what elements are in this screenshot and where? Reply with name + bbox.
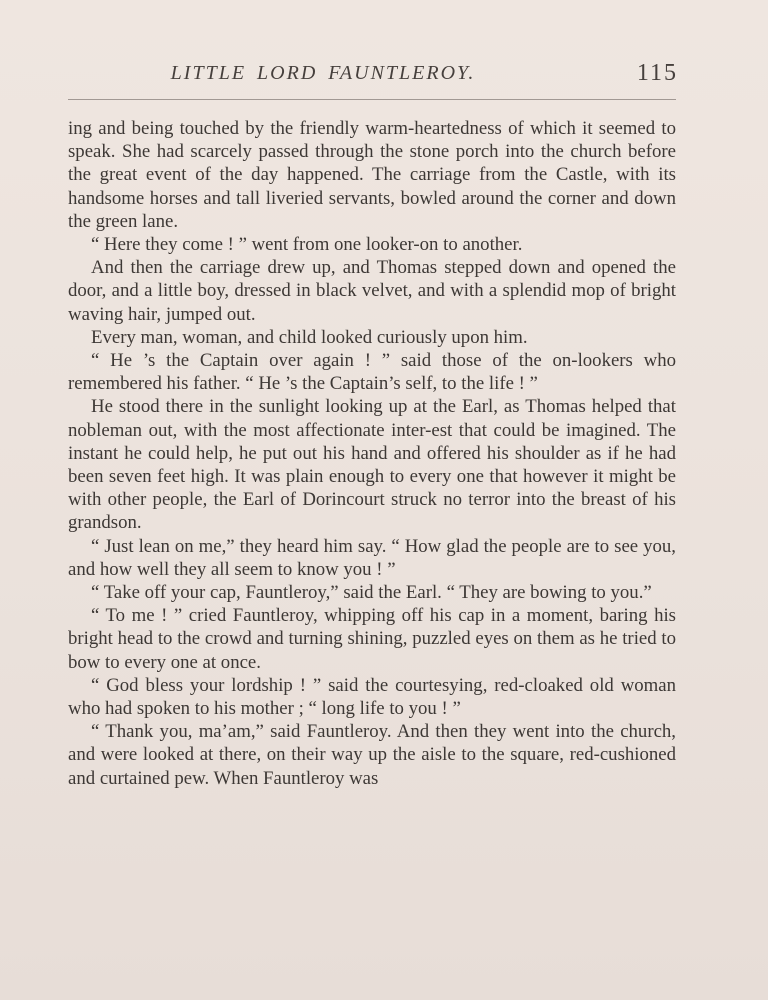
header-rule — [68, 99, 676, 100]
paragraph-2: “ Here they come ! ” went from one looker-on to another. — [91, 234, 523, 256]
paragraph-8: “ Take off your cap, Fauntleroy,” said the Earl. “ They are bowing to you.” — [91, 582, 652, 604]
paragraph-10: “ God bless your lordship ! ” said the courtesying, red-cloaked old woman who had spoken to his mother ; “ long life to you ! ” — [68, 674, 676, 720]
paragraph-9: “ To me ! ” cried Fauntleroy, whipping off his cap in a moment, baring his bright head to the crowd and turning shining, puzzled eyes on them as he tried to bow to every one at once. — [68, 605, 676, 673]
paragraph-11: “ Thank you, ma’am,” said Fauntleroy. And then they went into the church, and were looked at there, on their way up the aisle to the square, red-cushioned and curtained pew. When Fauntleroy was — [68, 721, 676, 789]
running-title: LITTLE LORD FAUNTLEROY. — [170, 62, 476, 84]
page-number: 115 — [636, 60, 678, 86]
running-head — [68, 60, 678, 92]
page-body-text — [68, 117, 676, 790]
paragraph-7: “ Just lean on me,” they heard him say. “ How glad the people are to see you, and how well they all seem to know you ! ” — [68, 535, 676, 580]
paragraph-4: Every man, woman, and child looked curiously upon him. — [91, 326, 528, 348]
paragraph-5: “ He ’s the Captain over again ! ” said those of the on-lookers who remembered his father. “ He ’s the Captain’s self, to the life ! ” — [68, 350, 676, 395]
paragraph-1: ing and being touched by the friendly warm-heartedness of which it seemed to speak. She had scarcely passed through the stone porch into the church before the great event of the day happened. The carriage from the Castle, with its handsome horses and tall liveried servants, bowled around the corner and down the green lane. — [68, 118, 676, 232]
paragraph-6: He stood there in the sunlight looking up at the Earl, as Thomas helped that nobleman out, with the most affectionate inter-est that could be imagined. The instant he could help, he put out his hand and offered his shoulder as if he had been seven feet high. It was plain enough to every one that however it might be with other people, the Earl of Dorincourt struck no terror into the breast of his grandson. — [68, 396, 676, 534]
paragraph-3: And then the carriage drew up, and Thomas stepped down and opened the door, and a little boy, dressed in black velvet, and with a splendid mop of bright waving hair, jumped out. — [68, 257, 676, 325]
